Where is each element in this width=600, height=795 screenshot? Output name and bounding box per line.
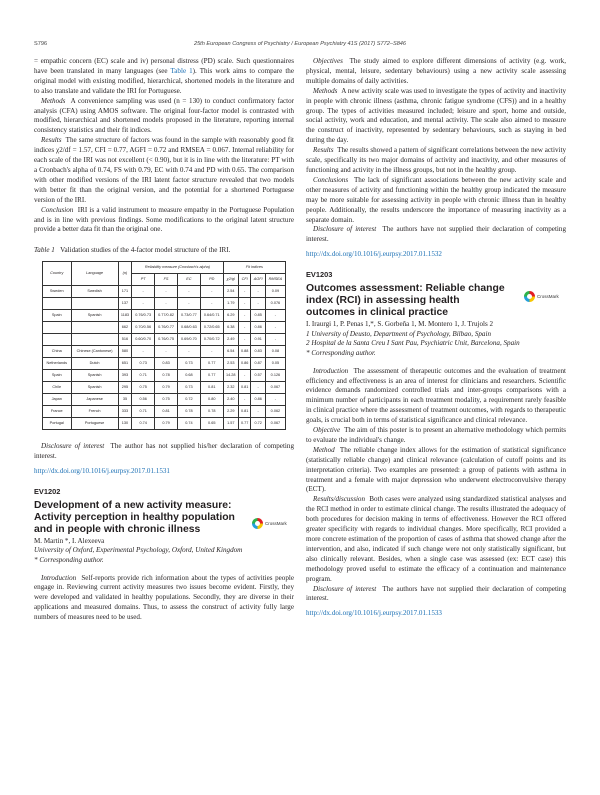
- table-cell: -: [132, 285, 155, 297]
- table-cell: 0.83: [251, 345, 265, 357]
- table-cell: Spanish: [71, 369, 118, 381]
- journal-title: 25th European Congress of Psychiatry / European Psychiatry 41S (2017) S772–S846: [193, 41, 407, 47]
- table-cell: 1183: [118, 309, 132, 321]
- table-cell: -: [155, 297, 178, 309]
- table-cell: 662: [118, 321, 132, 333]
- col-sub-header: FS: [155, 273, 178, 285]
- conclusion-paragraph: [34, 206, 294, 236]
- intro-heading: Introduction: [313, 366, 349, 375]
- ev-intro-paragraph: [306, 367, 566, 426]
- table-cell: 6.38: [223, 321, 238, 333]
- table-cell: -: [238, 333, 251, 345]
- table-cell: 0.83: [155, 357, 178, 369]
- table-cell: France: [43, 405, 72, 417]
- table-cell: 333: [118, 405, 132, 417]
- table-row: [43, 285, 286, 297]
- table-row: [43, 345, 286, 357]
- table-cell: 130: [118, 417, 132, 429]
- table-cell: 0.70/0.72: [200, 333, 223, 345]
- table-cell: 2.29: [223, 405, 238, 417]
- table-cell: Japan: [43, 393, 72, 405]
- table-cell: 0.09: [265, 285, 285, 297]
- table-cell: -: [238, 297, 251, 309]
- conclusion-text: IRI is a valid instrument to measure empathy in the Portuguese Population and is in line with previous findings. Some modifications to the original latent structure provide a better data fit than the original one.: [34, 205, 295, 234]
- table-row: [43, 369, 286, 381]
- table-cell: 580: [118, 345, 132, 357]
- table-cell: -: [265, 333, 285, 345]
- table-cell: 0.68: [177, 369, 200, 381]
- table-row: [43, 321, 286, 333]
- table-cell: China: [43, 345, 72, 357]
- running-header: [34, 41, 566, 51]
- table-cell: 1.57: [223, 417, 238, 429]
- col-reliability: Reliability measure (Cronbach's alpha): [132, 261, 223, 273]
- table-cell: 0.88: [238, 345, 251, 357]
- disclosure-text: The author has not supplied his/her declaration of competing interest.: [34, 441, 294, 460]
- table-cell: Spanish: [71, 309, 118, 321]
- table-cell: 2.53: [223, 357, 238, 369]
- table-cell: 0.73/0.77: [177, 309, 200, 321]
- table-cell: Sweden: [43, 285, 72, 297]
- table-cell: 14.28: [223, 369, 238, 381]
- table-cell: [71, 297, 118, 309]
- table-cell: -: [251, 285, 265, 297]
- table-row: [43, 333, 286, 345]
- methods-heading: Methods: [41, 96, 66, 105]
- table-cell: 0.81: [155, 405, 178, 417]
- table-cell: Spain: [43, 309, 72, 321]
- table-cell: Chinese (Cantonese): [71, 345, 118, 357]
- table-cell: 0.74: [177, 417, 200, 429]
- methods-paragraph: [34, 97, 294, 137]
- table-cell: -: [238, 393, 251, 405]
- table-cell: -: [200, 285, 223, 297]
- table-cell: -: [200, 345, 223, 357]
- table-cell: -: [132, 297, 155, 309]
- table-cell: 0.85: [251, 309, 265, 321]
- table-cell: 0.72/0.65: [200, 321, 223, 333]
- table-cell: 0.74: [132, 417, 155, 429]
- col-sub-header: AGFI: [251, 273, 265, 285]
- table-cell: 1.79: [223, 297, 238, 309]
- table-cell: 0.067: [265, 381, 285, 393]
- table-cell: 295: [118, 381, 132, 393]
- table-cell: 0.70/0.56: [132, 321, 155, 333]
- table-cell: 0.77: [238, 417, 251, 429]
- table-cell: 0.126: [265, 369, 285, 381]
- table-row: [43, 393, 286, 405]
- methods-heading: Methods: [313, 86, 338, 95]
- col-n: (n): [118, 261, 132, 285]
- disclosure-paragraph: [306, 225, 566, 245]
- table-cell: -: [238, 321, 251, 333]
- methods-text: A convenience sampling was used (n = 130) to conduct confirmatory factor analysis (CFA) using AMOS software. The original four-factor model is contrasted with modified, hierarchical and shortened models proposed in the literature, reporting internal consistency statistics and their fit indices.: [34, 96, 295, 135]
- table-cell: Chile: [43, 381, 72, 393]
- page-number: S796: [34, 41, 48, 47]
- results-paragraph: [306, 146, 566, 176]
- table-cell: 0.76/0.73: [132, 309, 155, 321]
- abstract-code: EV1203: [306, 270, 333, 280]
- results-discussion-paragraph: [306, 495, 566, 584]
- crossmark-logo[interactable]: [524, 290, 566, 303]
- table-caption-text: Validation studies of the 4-factor model structure of the IRI.: [60, 246, 231, 255]
- table-cell: -: [251, 381, 265, 393]
- intro-text-a: = empathic concern (EC) scale and iv) personal distress (PD) scale. Such questionnaires have been translated in many languages (see: [34, 57, 294, 75]
- table-row: [43, 297, 286, 309]
- table-cell: -: [200, 297, 223, 309]
- table-row: [43, 417, 286, 429]
- abstract-affiliation-1: 1 University of Deusto, Department of Psychology, Bilbao, Spain: [306, 329, 492, 338]
- table-cell: 0.71: [132, 369, 155, 381]
- abstract-title: Outcomes assessment: Reliable change index (RCI) in assessing health outcomes in clinical practice: [306, 283, 505, 319]
- abstract-code: EV1202: [34, 486, 61, 496]
- abstract-affiliation-2: 2 Hospital de la Santa Creu I Sant Pau, Psychiatric Unit, Barcelona, Spain: [306, 339, 520, 348]
- method-text: The reliable change index allows for the estimation of statistical significance (statistically reliable change) and clinical relevance (calculation of cutoff points and its interpretation criteria). Two examples are presented: a group of patients with asthma in treatment and a female with major depression who underwent electroconvulsive therapy (ECT).: [306, 445, 567, 494]
- corresponding-author: * Corresponding author.: [34, 555, 104, 564]
- table-cell: Spain: [43, 369, 72, 381]
- objectives-text: The study aimed to explore different dimensions of activity (e.g. work, physical, mental, leisure, sedentary behaviours) using a new activity scale assessing multiple domains of daily activities.: [306, 57, 566, 85]
- methods-text: A new activity scale was used to investigate the types of activity and inactivity in people with chronic illness (asthma, chronic fatigue syndrome (CFS)) and in a healthy group. The types of activities measured included; leisure and sport, home and outside, social activity, work and education, and mental activity. The scale also aimed to measure the construct of inactivity, represented by sedentary behaviours, such as staying in bed during the day.: [306, 86, 567, 145]
- crossmark-icon: [252, 518, 263, 529]
- table-1-link[interactable]: Table 1: [170, 66, 193, 75]
- table-cell: 0.72: [177, 393, 200, 405]
- table-cell: 0.78: [155, 369, 178, 381]
- intro-text-b: ). This work aims to compare the original model with existing modified, hierarchical, shortened models in the literature and to also translate and validate the IRI for Portuguese.: [34, 66, 294, 95]
- corresponding-author: * Corresponding author.: [306, 349, 376, 357]
- doi-link[interactable]: http://dx.doi.org/10.1016/j.eurpsy.2017.01.1532: [306, 250, 442, 259]
- conclusions-text: The lack of significant associations between the new activity scale and other measures of activity and functioning within the healthy group indicated the measure may be more suitable for assessing activity in people with chronic illness than in healthy people. Additionally, the results underscore the importance of measuring inactivity as a separate domain.: [306, 175, 566, 224]
- table-row: [43, 381, 286, 393]
- table-cell: 0.80: [200, 393, 223, 405]
- table-cell: 0.56: [132, 393, 155, 405]
- table-cell: 0.067: [265, 417, 285, 429]
- table-cell: 0.91: [251, 333, 265, 345]
- table-cell: 651: [118, 357, 132, 369]
- method-paragraph: [306, 446, 566, 496]
- table-cell: 0.68/0.63: [177, 321, 200, 333]
- table-cell: -: [177, 285, 200, 297]
- conclusions-paragraph: [306, 176, 566, 226]
- table-cell: 0.79: [155, 381, 178, 393]
- table-cell: Portugal: [43, 417, 72, 429]
- results-discussion-text: Both cases were analyzed using standardized statistical analyses and the RCI method in order to estimate clinical change. The results illustrated the adequacy of both procedures for decision making in terms of effectiveness. However the RCI offered greater specificity with regards to individual changes. More specifically, RCI provided a more concrete estimation of the proportion of cases of asthma that showed change after the intervention, and also, indicated if such change were not only statistically significant, but also clinically relevant. Besides, when a single case was assessed (ex: ECT case) this methodology proved useful to estimate the efficacy of a continuation and maintenance program.: [306, 495, 566, 583]
- col-country: Country: [43, 261, 72, 285]
- left-column: [34, 57, 294, 623]
- abstract-title: Development of a new activity measure: Activity perception in healthy population and in people with chronic illness: [34, 499, 235, 535]
- table-cell: 0.73: [177, 357, 200, 369]
- table-cell: 2.54: [223, 285, 238, 297]
- table-cell: [43, 333, 72, 345]
- table-cell: Spanish: [71, 381, 118, 393]
- ev-intro-paragraph: [34, 574, 294, 624]
- table-cell: 0.75: [155, 393, 178, 405]
- objectives-heading: Objectives: [313, 57, 343, 65]
- table-cell: 0.77/0.82: [155, 309, 178, 321]
- table-cell: 2.40: [223, 393, 238, 405]
- table-caption: [34, 246, 294, 256]
- table-cell: Swedish: [71, 285, 118, 297]
- table-cell: Dutch: [71, 357, 118, 369]
- validation-table: [42, 261, 286, 430]
- objective-heading: Objective: [313, 426, 341, 435]
- table-cell: 0.076: [265, 297, 285, 309]
- objective-text: The aim of this poster is to present an alternative methodology which permits to evaluate the individual's change.: [306, 426, 566, 444]
- abstract-authors: I. Iraurgi 1, P. Penas 1,*, S. Gorbeña 1, M. Montero 1, J. Trujols 2: [306, 320, 494, 329]
- doi-link[interactable]: http://dx.doi.org/10.1016/j.eurpsy.2017.01.1531: [34, 466, 170, 475]
- table-cell: 0.65: [200, 417, 223, 429]
- table-cell: 2.32: [223, 381, 238, 393]
- doi-link[interactable]: http://dx.doi.org/10.1016/j.eurpsy.2017.01.1533: [306, 609, 442, 618]
- disclosure-heading: Disclosure of interest: [313, 225, 377, 234]
- col-sub-header: χ2/gl: [223, 273, 238, 285]
- table-label: Table 1: [34, 246, 55, 255]
- table-cell: 0.75: [132, 381, 155, 393]
- table-cell: 393: [118, 369, 132, 381]
- intro-continued: [34, 57, 294, 97]
- table-cell: -: [238, 369, 251, 381]
- method-heading: Method: [313, 445, 335, 454]
- table-cell: Portuguese: [71, 417, 118, 429]
- col-sub-header: CFI: [238, 273, 251, 285]
- table-cell: 0.86: [251, 321, 265, 333]
- table-cell: -: [265, 393, 285, 405]
- table-cell: -: [265, 309, 285, 321]
- table-cell: Japanese: [71, 393, 118, 405]
- disclosure-paragraph: [34, 442, 294, 462]
- results-text: The results showed a pattern of significant correlations between the new activity scale, specifically its two major domains of activity and inactivity, and other measures of functioning and activity in the illness groups, but not in the healthy group.: [306, 146, 567, 174]
- table-cell: 0.77: [200, 357, 223, 369]
- table-cell: 0.77: [200, 369, 223, 381]
- methods-paragraph: [306, 87, 566, 146]
- table-cell: -: [155, 285, 178, 297]
- table-cell: 0.81: [238, 405, 251, 417]
- table-cell: 0.73: [132, 357, 155, 369]
- table-row: [43, 309, 286, 321]
- table-cell: 0.062: [265, 405, 285, 417]
- table-cell: -: [265, 321, 285, 333]
- table-cell: [43, 321, 72, 333]
- table-cell: 0.79: [155, 417, 178, 429]
- table-cell: 0.78: [200, 405, 223, 417]
- table-cell: 171: [118, 285, 132, 297]
- table-cell: 0.69/0.70: [177, 333, 200, 345]
- disclosure-text: The authors have not supplied their declaration of competing interest.: [306, 225, 566, 244]
- table-cell: Netherlands: [43, 357, 72, 369]
- table-cell: 6.29: [223, 309, 238, 321]
- disclosure-text: The authors have not supplied their declaration of competing interest.: [306, 584, 566, 603]
- table-cell: 0.78: [177, 405, 200, 417]
- table-cell: 0.81: [200, 381, 223, 393]
- col-fit: Fit indices: [223, 261, 285, 273]
- table-cell: 0.64/0.71: [200, 309, 223, 321]
- abstract-authors: M. Martin *, I. Alexeeva: [34, 536, 105, 545]
- table-cell: 0.08: [265, 345, 285, 357]
- col-sub-header: PD: [200, 273, 223, 285]
- disclosure-paragraph-2: [306, 585, 566, 605]
- crossmark-logo[interactable]: [252, 517, 294, 530]
- conclusions-heading: Conclusions: [313, 175, 349, 184]
- table-cell: -: [177, 345, 200, 357]
- crossmark-label: CrossMark: [537, 294, 559, 300]
- table-cell: 0.81: [238, 381, 251, 393]
- objectives-paragraph: [306, 57, 566, 87]
- table-cell: -: [132, 345, 155, 357]
- table-cell: [71, 333, 118, 345]
- table-cell: [71, 321, 118, 333]
- table-cell: 2.49: [223, 333, 238, 345]
- results-heading: Results: [313, 146, 334, 155]
- table-cell: 0.86: [251, 393, 265, 405]
- intro-text: The assessment of therapeutic outcomes and the evaluation of treatment efficiency and effectiveness is an area of interest for clinicians and researchers. Scientific evidence demands randomized controlled trials and inter-groups comparisons with a minimum number of participants in each treatment modality, a requirement rarely feasible in clinical practice where the assessment of treatment outcomes, with regards to therapeutic goals, is crucial both in terms of statistical significance and clinical relevance.: [306, 366, 566, 425]
- table-cell: 137: [118, 297, 132, 309]
- table-cell: -: [251, 297, 265, 309]
- results-paragraph: [34, 136, 294, 205]
- table-cell: -: [251, 405, 265, 417]
- disclosure-heading: Disclosure of interest: [41, 441, 105, 450]
- table-cell: -: [177, 297, 200, 309]
- table-cell: 0.76/0.77: [155, 321, 178, 333]
- col-language: Language: [71, 261, 118, 285]
- right-column: [306, 57, 566, 618]
- table-cell: 6.54: [223, 345, 238, 357]
- results-heading: Results: [41, 136, 62, 145]
- intro-text: Self-reports provide rich information about the types of activities people engage in. Reviewing current activity measures two issues become evident. Firstly, they were developed and validated in healthy populations. Secondly, they are diverse in their applications and measured domains. Thus, to assess the construct of activity fully large numbers of measures need to be used.: [34, 573, 295, 622]
- table-cell: 0.86: [238, 357, 251, 369]
- table-row: [43, 357, 286, 369]
- col-sub-header: RMSEA: [265, 273, 285, 285]
- table-row: [43, 405, 286, 417]
- table-cell: -: [238, 285, 251, 297]
- col-sub-header: EC: [177, 273, 200, 285]
- disclosure-heading: Disclosure of interest: [313, 584, 377, 593]
- results-discussion-heading: Results/discussion: [313, 495, 366, 504]
- table-cell: 0.57: [251, 369, 265, 381]
- abstract-affiliation: University of Oxford, Experimental Psychology, Oxford, United Kingdom: [34, 546, 243, 555]
- crossmark-label: CrossMark: [265, 520, 287, 526]
- col-sub-header: PT: [132, 273, 155, 285]
- table-cell: 0.76/0.75: [155, 333, 178, 345]
- table-cell: 516: [118, 333, 132, 345]
- table-cell: 0.60/0.70: [132, 333, 155, 345]
- objective-paragraph: [306, 426, 566, 446]
- table-cell: French: [71, 405, 118, 417]
- results-text: The same structure of factors was found in the sample with reasonably good fit indices χ2/df = 1.57, CFI = 0.77, AGFI = 0.72 and RMSEA = 0.067. Internal reliability for each scale of the IRI was not excellent (< 0.90), but it is in line with the literature: PT with a Cronbach's alpha of 0.74, FS with 0.79, EC with 0.74 and PD with 0.65. The comparison with other modified versions of the IRI latent factor structure revealed that two models with better fit than the original version, and the potential for a shortened Portuguese version of the IRI.: [34, 136, 295, 204]
- table-cell: [43, 297, 72, 309]
- table-cell: 0.87: [251, 357, 265, 369]
- table-cell: 0.05: [265, 357, 285, 369]
- table-cell: -: [238, 309, 251, 321]
- table-cell: 35: [118, 393, 132, 405]
- crossmark-icon: [524, 291, 535, 302]
- conclusion-heading: Conclusion: [41, 205, 74, 214]
- intro-heading: Introduction: [41, 573, 77, 582]
- table-cell: 0.73: [177, 381, 200, 393]
- table-cell: 0.72: [251, 417, 265, 429]
- table-cell: -: [155, 345, 178, 357]
- table-cell: 0.71: [132, 405, 155, 417]
